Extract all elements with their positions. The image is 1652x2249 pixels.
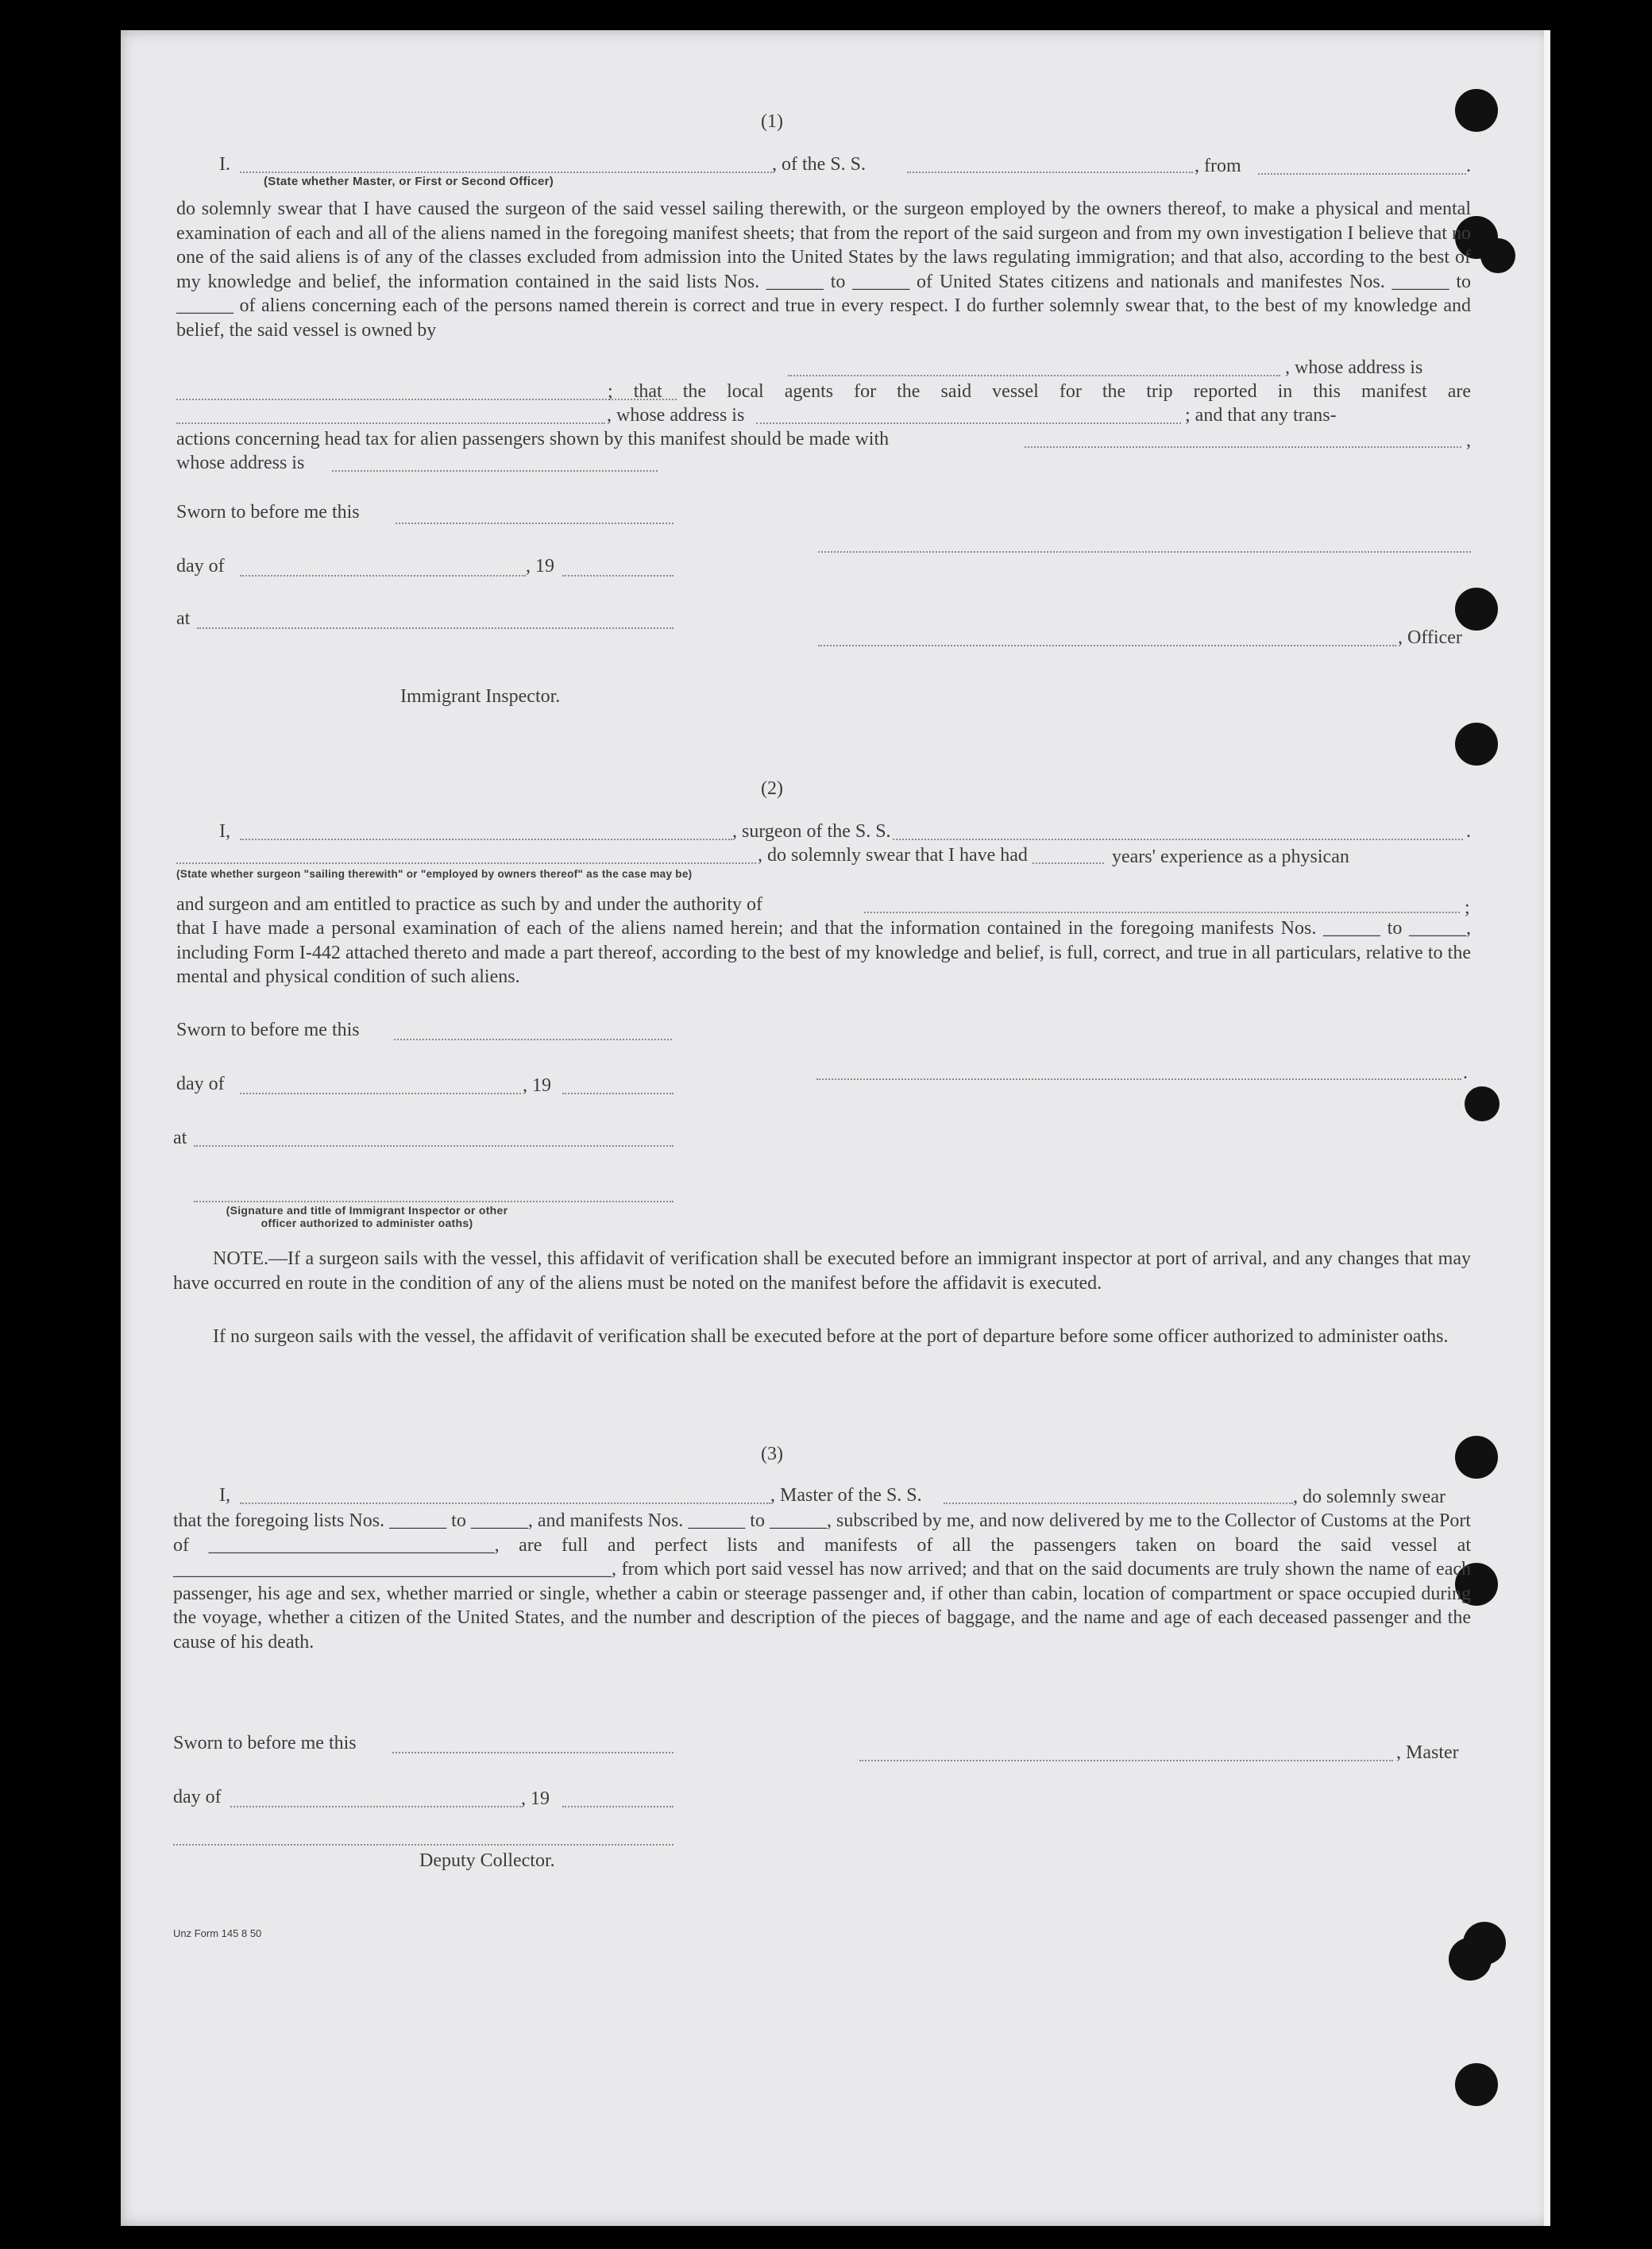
punch-hole — [1455, 2063, 1498, 2106]
s3-name-blank — [240, 1503, 770, 1504]
s2-years: years' experience as a physican — [1112, 847, 1349, 867]
s1-officer-blank — [240, 172, 772, 173]
s3-collector-blank — [173, 1844, 674, 1846]
s2-years-blank — [1032, 862, 1104, 864]
s3-swear: , do solemnly swear — [1293, 1487, 1446, 1507]
s2-dayof: day of — [176, 1074, 225, 1094]
s2-day-blank — [240, 1093, 521, 1094]
s1-from-blank — [1258, 173, 1466, 175]
punch-hole — [1455, 588, 1498, 631]
s1-year-blank — [562, 575, 674, 577]
s2-sig-blank — [816, 1078, 1461, 1080]
s1-at-blank — [197, 627, 674, 629]
s1-whose3: whose address is — [176, 453, 305, 473]
s2-semi: ; — [1465, 897, 1470, 918]
form-number: Unz Form 145 8 50 — [173, 1927, 262, 1939]
s1-actions-end: , — [1466, 430, 1471, 451]
s2-sig-caption2: officer authorized to administer oaths) — [261, 1217, 473, 1229]
s3-sworn-blank — [392, 1752, 674, 1753]
s2-inspector-sig-blank — [194, 1201, 674, 1202]
s2-sig-caption1: (Signature and title of Immigrant Inspector or other — [226, 1204, 508, 1217]
s2-at: at — [173, 1128, 187, 1148]
punch-hole — [1455, 1436, 1498, 1479]
s2-surgeon: , surgeon of the S. S. — [732, 821, 891, 842]
s1-sig-blank — [818, 551, 1471, 553]
s1-whose1: , whose address is — [1285, 357, 1423, 378]
s2-note1: NOTE.—If a surgeon sails with the vessel, this affidavit of verification shall be executed before an immigrant inspector at port of arrival, and any changes that may have occurred en route in the condition of any of the aliens must be noted on the manifest before the affidavit is executed. — [173, 1248, 1471, 1294]
s3-master-sig-blank — [859, 1760, 1393, 1761]
s1-officer-sig-blank — [818, 645, 1396, 646]
s1-sworn: Sworn to before me this — [176, 502, 360, 523]
s1-i: I. — [219, 154, 230, 175]
s1-ship-blank — [907, 172, 1193, 173]
s3-master-sig: , Master — [1396, 1742, 1459, 1763]
s1-officer-note: (State whether Master, or First or Second Officer) — [264, 175, 554, 188]
s3-master: , Master of the S. S. — [770, 1485, 922, 1506]
s1-sworn-blank — [396, 523, 674, 524]
s2-i: I, — [219, 821, 230, 842]
s1-owner-blank — [788, 375, 1280, 376]
punch-hole — [1455, 89, 1498, 132]
s1-body: do solemnly swear that I have caused the surgeon of the said vessel sailing therewith, or the surgeon employed by the owners thereof, to make a physical and mental examination of each and all of the aliens named in the foregoing manifest sheets; that from the report of the said surgeon and from my own investigation I believe that no one of the said aliens is of any of the classes excluded from admission into the United States by the laws regulating immigration; and that also, according to the best of my knowledge and belief, the information contained in the said lists Nos. ______ to ______ of United States citizens and nationals and manifestes Nos. ______ to ______ of aliens concerning each of the persons named therein is correct and true in every respect. I do further solemnly swear that, to the best of my knowledge and belief, the said vessel is owned by — [176, 199, 1471, 341]
s1-address3-blank — [332, 470, 658, 472]
s3-ship-blank — [944, 1503, 1293, 1504]
s1-trans: ; and that any trans- — [1185, 405, 1337, 426]
s1-agents-blank — [176, 422, 605, 424]
s2-sworn-blank — [394, 1039, 672, 1040]
document-page — [121, 30, 1550, 2226]
s3-sworn: Sworn to before me this — [173, 1733, 357, 1753]
s2-authority-blank — [864, 912, 1460, 913]
s2-and-surgeon: and surgeon and am entitled to practice as such by and under the authority of — [176, 894, 762, 915]
section-2-number: (2) — [761, 778, 783, 799]
s1-agents: ; that the local agents for the said vessel for the trip reported in this manifest are — [608, 381, 1471, 402]
s2-sworn: Sworn to before me this — [176, 1020, 360, 1040]
s3-day-blank — [230, 1806, 521, 1807]
s1-whose2: , whose address is — [607, 405, 745, 426]
s3-dayof: day of — [173, 1787, 222, 1807]
s1-of-ss: , of the S. S. — [772, 154, 867, 175]
s3-19: , 19 — [521, 1788, 550, 1809]
s2-body: that I have made a personal examination of each of the aliens named herein; and that the information contained in the foregoing manifests Nos. ______ to ______, including Form I-442 attached thereto and made a part thereof, according to the best of my knowledge and belief, is full, correct, and true in all particulars, relative to the mental and physical condition of such aliens. — [176, 918, 1471, 987]
s1-address2-blank — [756, 422, 1181, 424]
s2-end2: . — [1463, 1063, 1468, 1083]
section-1-number: (1) — [761, 111, 783, 132]
punch-hole — [1465, 1086, 1500, 1121]
page-edge — [1544, 30, 1550, 2226]
s2-ship-blank — [893, 839, 1463, 840]
s2-19: , 19 — [523, 1075, 551, 1096]
s1-actions: actions concerning head tax for alien passengers shown by this manifest should be made with — [176, 429, 890, 449]
s1-end: . — [1466, 156, 1471, 176]
s1-address1-blank — [176, 399, 677, 400]
punch-hole — [1480, 238, 1515, 273]
s1-officer: , Officer — [1398, 627, 1462, 648]
punch-hole — [1455, 723, 1498, 766]
s2-year-blank — [562, 1093, 674, 1094]
s1-dayof: day of — [176, 556, 225, 577]
s3-collector: Deputy Collector. — [419, 1850, 555, 1871]
s3-year-blank — [562, 1806, 674, 1807]
s1-headtax-blank — [1025, 446, 1461, 448]
s2-status-blank — [176, 862, 756, 864]
s2-note: (State whether surgeon "sailing therewith" or "employed by owners thereof" as the case may be) — [176, 868, 693, 880]
punch-hole — [1449, 1938, 1492, 1981]
s1-from: , from — [1195, 156, 1241, 176]
s2-at-blank — [194, 1145, 674, 1147]
s2-end1: . — [1466, 821, 1471, 842]
s3-i: I, — [219, 1485, 230, 1506]
s1-19: , 19 — [526, 556, 554, 577]
s1-day-blank — [240, 575, 526, 577]
s1-inspector: Immigrant Inspector. — [400, 686, 561, 707]
s2-swear: , do solemnly swear that I have had — [758, 845, 1028, 866]
s2-name-blank — [240, 839, 732, 840]
s2-note2: If no surgeon sails with the vessel, the affidavit of verification shall be executed before at the port of departure before some officer authorized to administer oaths. — [213, 1326, 1449, 1347]
s1-at: at — [176, 608, 191, 629]
s3-body: that the foregoing lists Nos. ______ to ______, and manifests Nos. ______ to ______, subscribed by me, and now delivered by me to the Collector of Customs at the Port of ______________________________, are full and perfect lists and manifests of all the passengers taken on board the said vessel at ______________________________________________, from which port said vessel has now arrived; and that on the said documents are truly shown the name of each passenger, his age and sex, whether married or single, whether a cabin or steerage passenger and, if other than cabin, location of compartment or space occupied during the voyage, whether a citizen of the United States, and the number and description of the pieces of baggage, and the name and age of each deceased passenger and the cause of his death. — [173, 1510, 1471, 1653]
section-3-number: (3) — [761, 1444, 783, 1464]
